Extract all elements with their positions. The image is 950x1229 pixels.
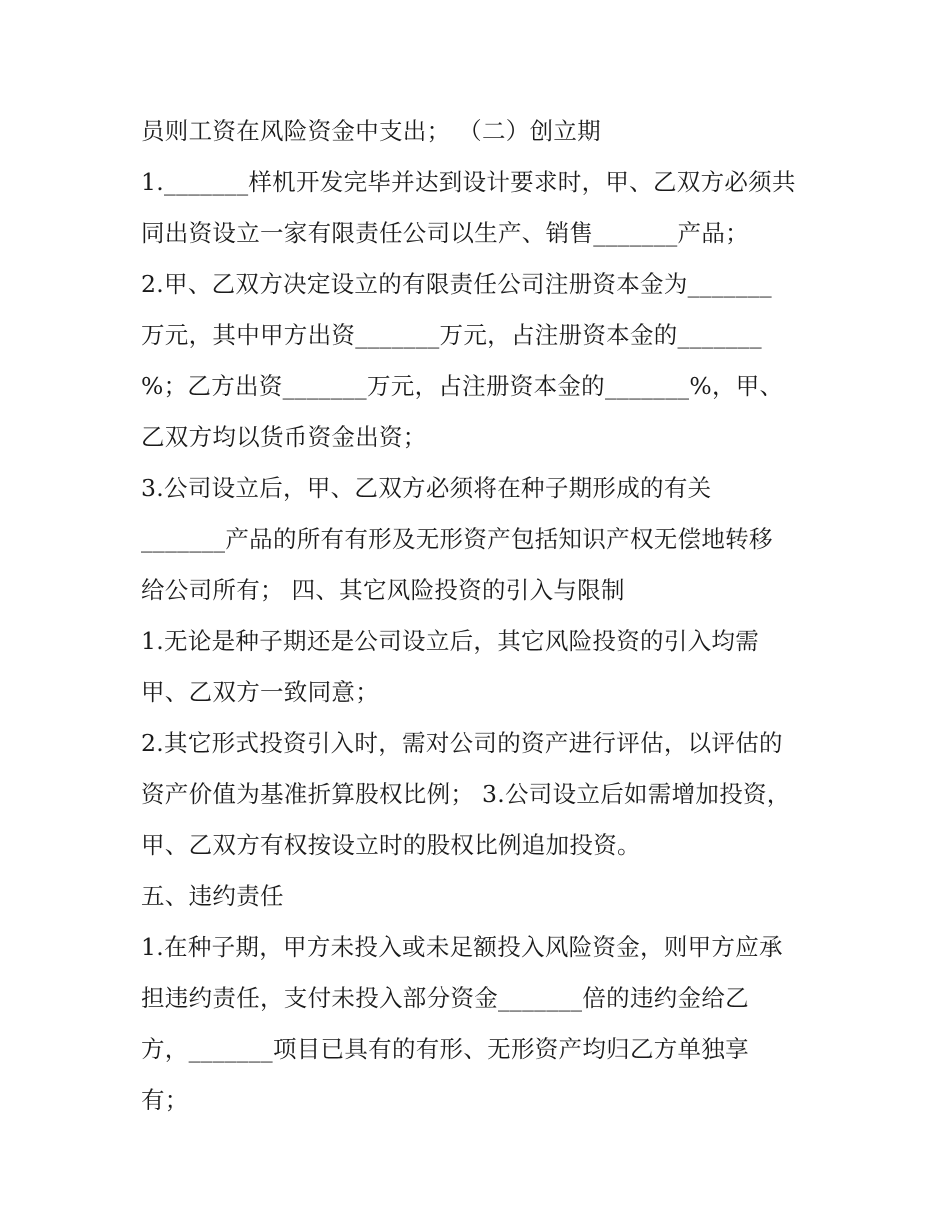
text-line: 万元，其中甲方出资_______万元，占注册资本金的_______ <box>141 321 762 349</box>
text-line: 同出资设立一家有限责任公司以生产、销售_______产品； <box>141 219 749 247</box>
text-line: 方，_______项目已具有的有形、无形资产均归乙方单独享 <box>141 1035 749 1063</box>
text-line: 甲、乙双方有权按设立时的股权比例追加投资。 <box>141 831 641 859</box>
section-heading: 五、违约责任 <box>141 882 284 910</box>
text-line: 2.甲、乙双方决定设立的有限责任公司注册资本金为_______ <box>141 270 772 298</box>
text-line: 资产价值为基准折算股权比例； 3.公司设立后如需增加投资， <box>141 780 791 808</box>
text-line: 2.其它形式投资引入时，需对公司的资产进行评估，以评估的 <box>141 729 783 757</box>
text-line: 乙双方均以货币资金出资； <box>141 423 427 451</box>
text-line: 有； <box>141 1086 189 1114</box>
text-line: 担违约责任，支付未投入部分资金_______倍的违约金给乙 <box>141 984 749 1012</box>
text-line: 1.在种子期，甲方未投入或未足额投入风险资金，则甲方应承 <box>141 933 783 961</box>
text-line: %；乙方出资_______万元，占注册资本金的_______%，甲、 <box>141 372 784 400</box>
text-line: 1.无论是种子期还是公司设立后，其它风险投资的引入均需 <box>141 627 760 655</box>
text-line: 甲、乙双方一致同意； <box>141 678 379 706</box>
text-line: _______产品的所有有形及无形资产包括知识产权无偿地转移 <box>141 525 773 553</box>
text-line: 员则工资在风险资金中支出； （二）创立期 <box>141 117 601 145</box>
text-line: 1._______样机开发完毕并达到设计要求时，甲、乙双方必须共 <box>141 168 796 196</box>
document-body <box>141 106 821 1126</box>
text-line: 给公司所有； 四、其它风险投资的引入与限制 <box>141 576 625 604</box>
text-line: 3.公司设立后，甲、乙双方必须将在种子期形成的有关 <box>141 474 712 502</box>
